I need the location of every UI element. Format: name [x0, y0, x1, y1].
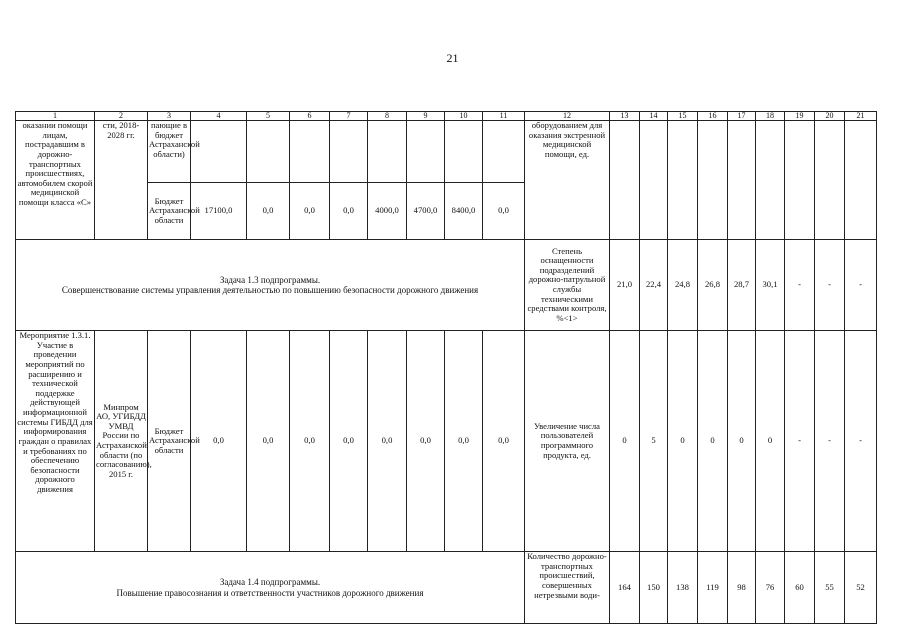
col-num-17: 17: [728, 112, 756, 121]
indicator-value: -: [845, 331, 877, 552]
indicator-value: 0: [668, 331, 698, 552]
measure-continued-name: оказании помощи лицам, пострадавшим в дорожно-транспортных происшествиях, автомобилем скорой медицинской помощи класса «С»: [16, 121, 95, 240]
task-1-4-heading: [16, 552, 525, 624]
indicator-value: 30,1: [756, 240, 785, 331]
indicator-value: 150: [640, 552, 668, 624]
indicator-value: 98: [728, 552, 756, 624]
budget-value: 0,0: [330, 331, 368, 552]
indicator-value: -: [815, 331, 845, 552]
indicator-value: -: [815, 240, 845, 331]
col-num-8: 8: [368, 112, 407, 121]
task-1-3-row: [16, 240, 877, 331]
indicator-value: 52: [845, 552, 877, 624]
col-num-3: 3: [148, 112, 191, 121]
indicator-value: 0: [728, 331, 756, 552]
col-num-16: 16: [698, 112, 728, 121]
indicator-value: 5: [640, 331, 668, 552]
measure-1-3-1-name: Мероприятие 1.3.1. Участие в проведении мероприятий по расширению и технической поддержке действующей информационной системы ГИБДД для информирования граждан о правилах и требованиях по обеспечению безопасности дорожного движения: [16, 331, 95, 552]
indicator-value: 138: [668, 552, 698, 624]
indicator-value: 28,7: [728, 240, 756, 331]
indicator-value: -: [785, 240, 815, 331]
col-num-12: 12: [525, 112, 610, 121]
budget-value: 0,0: [483, 331, 525, 552]
indicator-value: 0: [756, 331, 785, 552]
program-table: [15, 111, 877, 624]
col-num-13: 13: [610, 112, 640, 121]
task-1-3-title: Задача 1.3 подпрограммы.: [219, 274, 321, 285]
indicator-continued: оборудованием для оказания экстренной медицинской помощи, ед.: [525, 121, 610, 240]
source-budget: Бюджет Астраханской области: [148, 183, 191, 240]
column-number-row: [16, 112, 877, 121]
col-num-15: 15: [668, 112, 698, 121]
indicator-value: 164: [610, 552, 640, 624]
budget-value: 0,0: [407, 331, 445, 552]
page-number: 21: [446, 51, 459, 65]
col-num-20: 20: [815, 112, 845, 121]
col-num-10: 10: [445, 112, 483, 121]
col-num-7: 7: [330, 112, 368, 121]
measure-1-3-1-row: [16, 331, 877, 552]
continuation-row-top: [16, 121, 877, 183]
budget-value: 8400,0: [445, 183, 483, 240]
col-num-14: 14: [640, 112, 668, 121]
task-1-4-text: Повышение правосознания и ответственности участников дорожного движения: [116, 587, 424, 598]
task-1-4-row: [16, 552, 877, 624]
col-num-4: 4: [191, 112, 247, 121]
budget-value: 0,0: [247, 331, 290, 552]
indicator-value: 22,4: [640, 240, 668, 331]
source-continued: пающие в бюджет Астраханской области): [148, 121, 191, 183]
measure-1-3-1-indicator: Увеличение числа пользователей программного продукта, ед.: [525, 331, 610, 552]
indicator-value: 0: [610, 331, 640, 552]
budget-value: 0,0: [368, 331, 407, 552]
col-num-6: 6: [290, 112, 330, 121]
budget-value: 17100,0: [191, 183, 247, 240]
measure-1-3-1-executor: Минпром АО, УГИБДД УМВД России по Астраханской области (по согласованию), 2015 г.: [95, 331, 148, 552]
indicator-value: 55: [815, 552, 845, 624]
task-1-3-heading: [16, 240, 525, 331]
indicator-value: 0: [698, 331, 728, 552]
budget-value: 0,0: [247, 183, 290, 240]
budget-value: 0,0: [330, 183, 368, 240]
indicator-value: -: [845, 240, 877, 331]
col-num-19: 19: [785, 112, 815, 121]
indicator-value: 26,8: [698, 240, 728, 331]
measure-continued-executor: сти, 2018-2028 гг.: [95, 121, 148, 240]
task-1-3-indicator: Степень оснащенности подразделений дорожно-патрульной службы техническими средствами контроля, %<1>: [525, 240, 610, 331]
task-1-3-text: Совершенствование системы управления деятельностью по повышению безопасности дорожного движения: [61, 285, 479, 295]
budget-value: 4700,0: [407, 183, 445, 240]
budget-value: 4000,0: [368, 183, 407, 240]
col-num-9: 9: [407, 112, 445, 121]
col-num-21: 21: [845, 112, 877, 121]
task-1-4-title: Задача 1.4 подпрограммы.: [219, 577, 321, 588]
budget-value: 0,0: [290, 331, 330, 552]
indicator-value: 119: [698, 552, 728, 624]
col-num-11: 11: [483, 112, 525, 121]
indicator-value: 24,8: [668, 240, 698, 331]
measure-1-3-1-source: Бюджет Астраханской области: [148, 331, 191, 552]
budget-value: 0,0: [191, 331, 247, 552]
indicator-value: 60: [785, 552, 815, 624]
col-num-5: 5: [247, 112, 290, 121]
budget-value: 0,0: [290, 183, 330, 240]
col-num-1: 1: [16, 112, 95, 121]
budget-value: 0,0: [445, 331, 483, 552]
col-num-2: 2: [95, 112, 148, 121]
indicator-value: 21,0: [610, 240, 640, 331]
indicator-value: -: [785, 331, 815, 552]
indicator-value: 76: [756, 552, 785, 624]
budget-value: 0,0: [483, 183, 525, 240]
task-1-4-indicator: Количество дорожно-транспортных происшествий, совершенных нетрезвыми води-: [525, 552, 610, 624]
col-num-18: 18: [756, 112, 785, 121]
